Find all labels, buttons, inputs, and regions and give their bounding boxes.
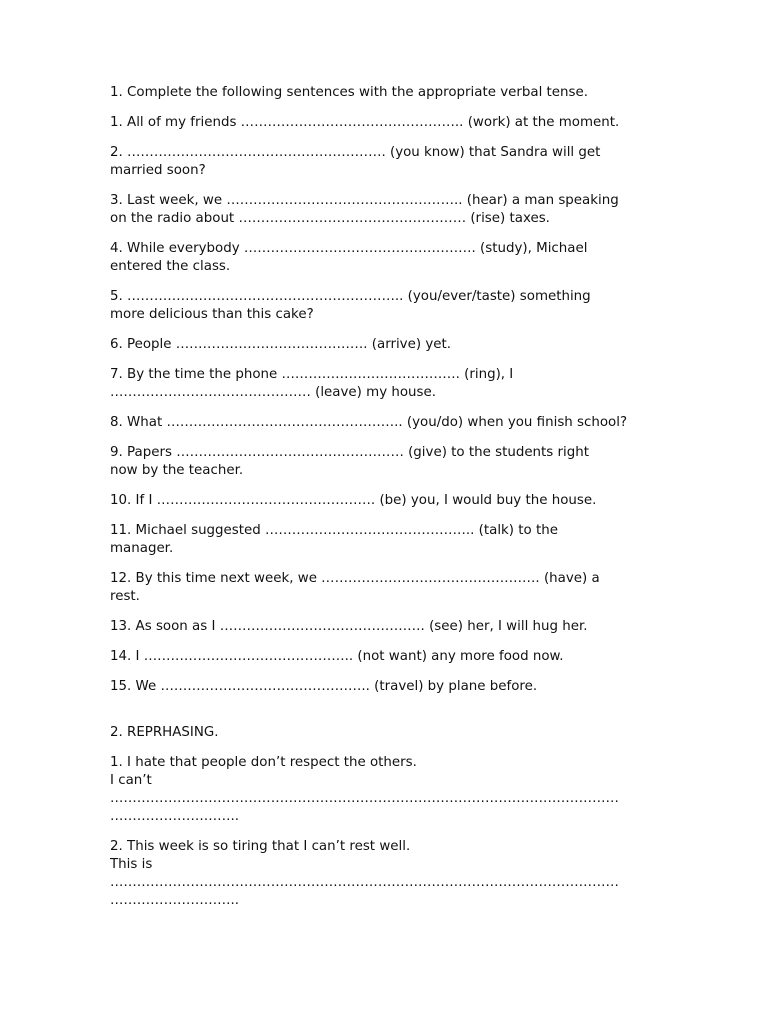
sentence-item-2 [110,144,662,180]
sentence-item-line: 7. By the time the phone …………………………………. (ring), I [110,367,514,382]
sentence-item-line: entered the class. [110,259,231,274]
rephrase-item-line: 1. I hate that people don’t respect the others. [110,755,417,770]
sentence-item-7 [110,366,662,402]
rephrase-item-line: ……………………….. [110,809,240,824]
sentence-item-8 [110,414,662,432]
rephrase-item-1 [110,754,662,826]
sentence-item-line: more delicious than this cake? [110,307,314,322]
rephrase-item-line: …………………………………………………………………………………………………… [110,791,619,806]
rephrase-item-line: ……………………….. [110,893,240,908]
sentence-item-15 [110,678,662,696]
rephrase-item-line: …………………………………………………………………………………………………… [110,875,619,890]
sentence-item-line: 4. While everybody ……………………………………………. (study), Michael [110,241,588,256]
sentence-item-line: now by the teacher. [110,463,244,478]
sentence-item-5 [110,288,662,324]
sentence-item-line: 12. By this time next week, we …………………………………………. (have) a [110,571,600,586]
rephrase-item-line: I can’t [110,773,152,788]
sentence-item-line: 10. If I …………………………………………. (be) you, I would buy the house. [110,493,597,508]
sentence-item-line: 6. People ……………………………………. (arrive) yet. [110,337,451,352]
sentence-item-line: 14. I ……………………………………….. (not want) any more food now. [110,649,564,664]
sentence-item-6 [110,336,662,354]
section-1-exercises [110,114,662,696]
sentence-item-9 [110,444,662,480]
rephrase-item-line: This is [110,857,153,872]
sentence-item-line: rest. [110,589,140,604]
sentence-item-line: 11. Michael suggested ……………………………………….. (talk) to the [110,523,558,538]
sentence-item-line: 5. …………………………………………………….. (you/ever/taste) something [110,289,591,304]
sentence-item-line: 1. All of my friends ………………………………………….. (work) at the moment. [110,115,620,130]
sentence-item-line: 15. We ……………………………………….. (travel) by plane before. [110,679,538,694]
sentence-item-1 [110,114,662,132]
sentence-item-line: 3. Last week, we …………………………………………….. (hear) a man speaking [110,193,619,208]
sentence-item-11 [110,522,662,558]
sentence-item-12 [110,570,662,606]
sentence-item-line: on the radio about …………………………………………… (rise) taxes. [110,211,550,226]
sentence-item-4 [110,240,662,276]
sentence-item-line: 8. What …………………………………………….. (you/do) when you finish school? [110,415,628,430]
section-2-exercises [110,754,662,910]
sentence-item-line: married soon? [110,163,206,178]
worksheet-page [110,84,662,922]
section-1-title: 1. Complete the following sentences with the appropriate verbal tense. [110,85,589,100]
rephrase-item-line: 2. This week is so tiring that I can’t rest well. [110,839,411,854]
rephrase-item-2 [110,838,662,910]
sentence-item-line: manager. [110,541,174,556]
section-2-title: 2. REPRHASING. [110,725,219,740]
sentence-item-line: 2. …………………………………………………. (you know) that Sandra will get [110,145,601,160]
sentence-item-13 [110,618,662,636]
sentence-item-10 [110,492,662,510]
sentence-item-line: 9. Papers …………………………………………… (give) to the students right [110,445,589,460]
sentence-item-3 [110,192,662,228]
sentence-item-line: 13. As soon as I ………………………………………. (see) her, I will hug her. [110,619,588,634]
sentence-item-line: ……………………………………… (leave) my house. [110,385,437,400]
sentence-item-14 [110,648,662,666]
